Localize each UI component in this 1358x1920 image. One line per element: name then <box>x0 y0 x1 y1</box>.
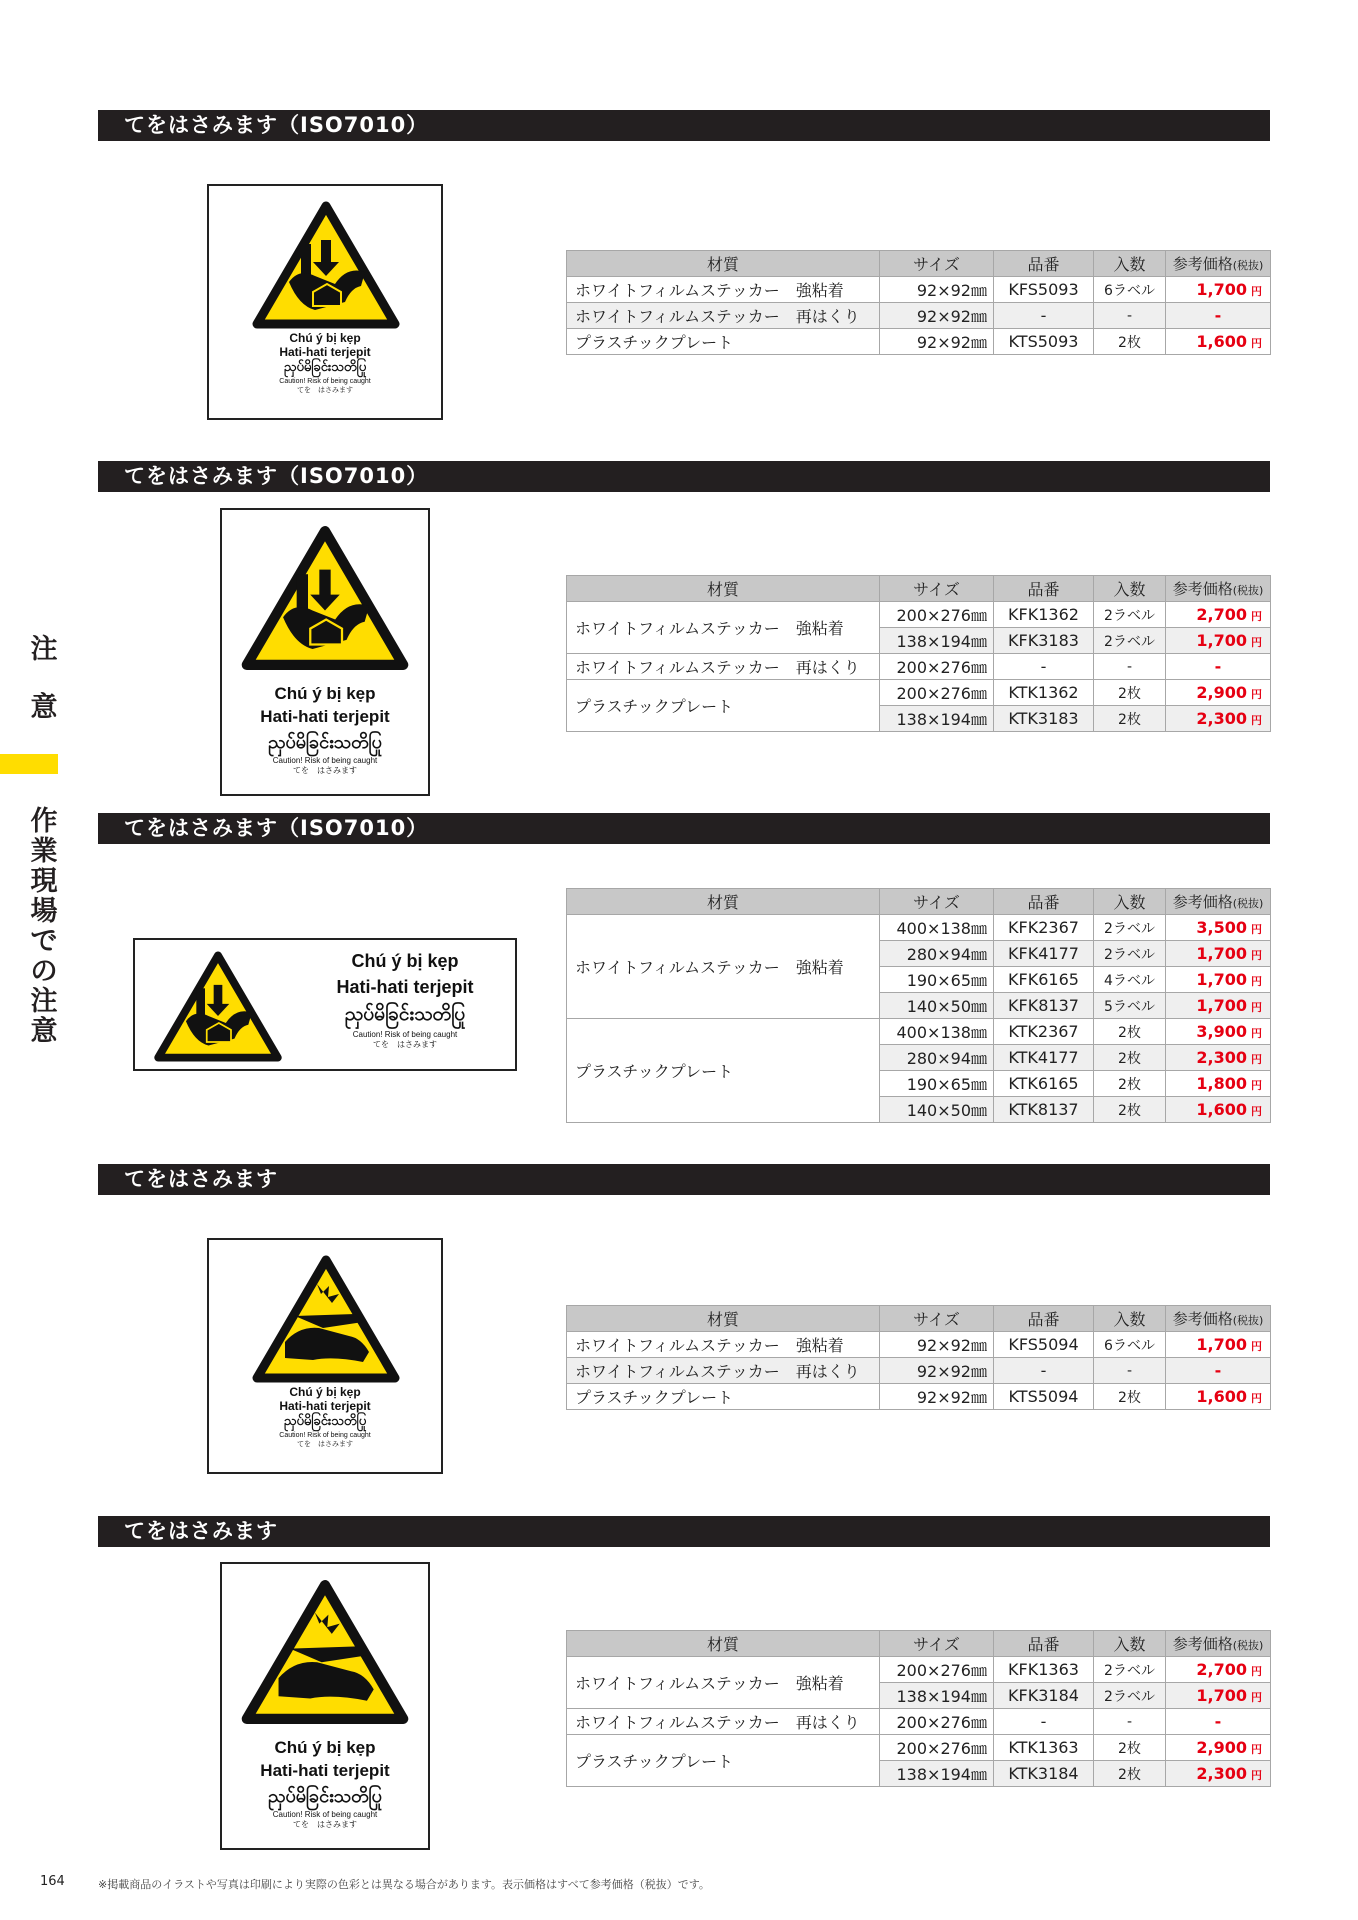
table-row <box>567 303 1271 329</box>
side-char: 場 <box>30 896 58 927</box>
cell-qty: - <box>1094 303 1166 329</box>
col-price: 参考価格(税抜) <box>1166 251 1271 277</box>
cell-qty: 2枚 <box>1094 1045 1166 1071</box>
sign-text-my: ညှပ်မိခြင်းသတိပြု <box>268 732 382 752</box>
cell-code: KFK2367 <box>994 915 1094 941</box>
cell-code: KTK1362 <box>994 680 1094 706</box>
page-number: 164 <box>40 1874 65 1889</box>
cell-size: 138×194㎜ <box>880 1683 994 1709</box>
table-row <box>567 1332 1271 1358</box>
cell-size: 92×92㎜ <box>880 1384 994 1410</box>
table-header-cell: サイズ <box>880 889 994 915</box>
cell-code: KFK3183 <box>994 628 1094 654</box>
table-header-cell: 入数 <box>1094 1306 1166 1332</box>
cell-code: KTK4177 <box>994 1045 1094 1071</box>
cell-price: 1,700 円 <box>1166 1683 1271 1709</box>
cell-qty: 2枚 <box>1094 1384 1166 1410</box>
cell-qty: 2枚 <box>1094 680 1166 706</box>
col-code: 品番 <box>994 251 1094 277</box>
table-header-cell: 品番 <box>994 576 1094 602</box>
section-title: てをはさみます（ISO7010） <box>124 464 429 488</box>
table-header-row <box>567 1631 1271 1657</box>
table-header-cell: 材質 <box>567 576 880 602</box>
cell-qty: 2ラベル <box>1094 1683 1166 1709</box>
cell-size: 200×276㎜ <box>880 680 994 706</box>
cell-qty: - <box>1094 654 1166 680</box>
table-row <box>567 654 1271 680</box>
sign-text-ja: てを はさみます <box>293 766 357 775</box>
cell-code: KTS5093 <box>994 329 1094 355</box>
sign-text-vi: Chú ý bị kẹp <box>289 331 361 345</box>
cell-price: - <box>1166 303 1271 329</box>
cell-price: 2,300 円 <box>1166 1045 1271 1071</box>
sign-text-my: ညှပ်မိခြင်းသတိပြု <box>344 1004 466 1025</box>
cell-size: 200×276㎜ <box>880 654 994 680</box>
table-row <box>567 1657 1271 1683</box>
cell-code: KFK4177 <box>994 941 1094 967</box>
sign-text-ja: てを はさみます <box>293 1820 357 1829</box>
cell-qty: 2枚 <box>1094 1019 1166 1045</box>
col-size: サイズ <box>880 251 994 277</box>
col-material: 材質 <box>567 251 880 277</box>
sign-text-en: Caution! Risk of being caught <box>272 756 378 765</box>
cell-code: KTK3184 <box>994 1761 1094 1787</box>
cell-qty: 5ラベル <box>1094 993 1166 1019</box>
cell-code: - <box>994 654 1094 680</box>
side-char: 意 <box>30 1016 58 1047</box>
sign-text-my: ညှပ်မိခြင်းသတိပြု <box>268 1786 382 1806</box>
hand-press-warning-icon <box>153 950 283 1063</box>
cell-code: KFS5094 <box>994 1332 1094 1358</box>
table-row <box>567 602 1271 628</box>
sign-text-id: Hati-hati terjepit <box>279 345 371 359</box>
cell-size: 200×276㎜ <box>880 602 994 628</box>
cell-qty: 2ラベル <box>1094 602 1166 628</box>
side-char: 意 <box>30 692 58 723</box>
cell-code: KTS5094 <box>994 1384 1094 1410</box>
caution-sign-portrait <box>220 1562 430 1850</box>
cell-qty: 2ラベル <box>1094 915 1166 941</box>
cell-size: 92×92㎜ <box>880 277 994 303</box>
section-header <box>98 813 1270 844</box>
cell-price: 3,500 円 <box>1166 915 1271 941</box>
cell-qty: 2枚 <box>1094 329 1166 355</box>
cell-material: ホワイトフィルムステッカー 強粘着 <box>567 277 880 303</box>
table-header-cell: サイズ <box>880 576 994 602</box>
price-table <box>566 250 1271 355</box>
cell-price: - <box>1166 654 1271 680</box>
sign-text-en: Caution! Risk of being caught <box>352 1030 458 1039</box>
finger-pinch-warning-icon <box>240 1578 410 1726</box>
cell-size: 140×50㎜ <box>880 1097 994 1123</box>
caution-sign-landscape <box>133 938 517 1071</box>
table-header-cell: 入数 <box>1094 889 1166 915</box>
price-table <box>566 1305 1271 1410</box>
caution-sign-square <box>207 1238 443 1474</box>
cell-qty: 2枚 <box>1094 1071 1166 1097</box>
cell-material: ホワイトフィルムステッカー 強粘着 <box>567 915 880 1019</box>
cell-code: KFK8137 <box>994 993 1094 1019</box>
table-header-row <box>567 1306 1271 1332</box>
cell-size: 140×50㎜ <box>880 993 994 1019</box>
table-row <box>567 1735 1271 1761</box>
sign-text-vi: Chú ý bị kẹp <box>351 951 459 971</box>
cell-size: 138×194㎜ <box>880 628 994 654</box>
caution-sign-portrait <box>220 508 430 796</box>
sign-text-en: Caution! Risk of being caught <box>279 1432 371 1439</box>
footer-disclaimer: ※掲載商品のイラストや写真は印刷により実際の色彩とは異なる場合があります。表示価格はすべて参考価格（税抜）です。 <box>98 1878 710 1891</box>
cell-price: 1,600 円 <box>1166 329 1271 355</box>
cell-code: - <box>994 1709 1094 1735</box>
side-char: の <box>30 956 58 987</box>
cell-price: 1,700 円 <box>1166 993 1271 1019</box>
finger-pinch-warning-icon <box>251 1254 401 1384</box>
price-table <box>566 888 1271 1123</box>
cell-qty: 6ラベル <box>1094 1332 1166 1358</box>
cell-size: 138×194㎜ <box>880 706 994 732</box>
cell-price: 1,600 円 <box>1166 1384 1271 1410</box>
cell-qty: 2枚 <box>1094 1735 1166 1761</box>
table-header-cell: 参考価格(税抜) <box>1166 1631 1271 1657</box>
cell-code: KTK1363 <box>994 1735 1094 1761</box>
cell-price: - <box>1166 1358 1271 1384</box>
table-header-cell: 品番 <box>994 889 1094 915</box>
table-row <box>567 1019 1271 1045</box>
cell-price: 2,700 円 <box>1166 1657 1271 1683</box>
cell-price: 3,900 円 <box>1166 1019 1271 1045</box>
cell-qty: 4ラベル <box>1094 967 1166 993</box>
sign-text-en: Caution! Risk of being caught <box>272 1810 378 1819</box>
section-title: てをはさみます <box>124 1519 278 1543</box>
sign-text-my: ညှပ်မိခြင်းသတိပြု <box>283 359 367 374</box>
cell-size: 280×94㎜ <box>880 941 994 967</box>
table-row <box>567 680 1271 706</box>
cell-material: ホワイトフィルムステッカー 再はくり <box>567 1709 880 1735</box>
table-row <box>567 915 1271 941</box>
caution-sign-square <box>207 184 443 420</box>
table-header-row <box>567 889 1271 915</box>
cell-code: KFK1362 <box>994 602 1094 628</box>
sign-text-ja: てを はさみます <box>373 1040 437 1049</box>
cell-code: KFK1363 <box>994 1657 1094 1683</box>
cell-code: KTK3183 <box>994 706 1094 732</box>
cell-price: 1,700 円 <box>1166 628 1271 654</box>
table-header-cell: 材質 <box>567 889 880 915</box>
table-header-row <box>567 576 1271 602</box>
side-char: 現 <box>30 866 58 897</box>
cell-qty: 2枚 <box>1094 1761 1166 1787</box>
cell-material: プラスチックプレート <box>567 1384 880 1410</box>
table-row <box>567 1358 1271 1384</box>
cell-material: ホワイトフィルムステッカー 再はくり <box>567 1358 880 1384</box>
cell-code: KTK2367 <box>994 1019 1094 1045</box>
sign-text-id: Hati-hati terjepit <box>260 1761 390 1780</box>
cell-size: 138×194㎜ <box>880 1761 994 1787</box>
cell-price: 1,700 円 <box>1166 967 1271 993</box>
cell-material: プラスチックプレート <box>567 680 880 732</box>
sign-text-ja: てを はさみます <box>297 1441 353 1448</box>
sign-text-id: Hati-hati terjepit <box>279 1399 371 1413</box>
section-header <box>98 1516 1270 1547</box>
cell-size: 190×65㎜ <box>880 967 994 993</box>
price-table <box>566 1630 1271 1787</box>
cell-size: 92×92㎜ <box>880 303 994 329</box>
table-header-cell: サイズ <box>880 1306 994 1332</box>
sign-text-vi: Chú ý bị kẹp <box>289 1385 361 1399</box>
table-row <box>567 277 1271 303</box>
table-header-row <box>567 251 1271 277</box>
cell-qty: 2ラベル <box>1094 1657 1166 1683</box>
cell-size: 280×94㎜ <box>880 1045 994 1071</box>
cell-size: 200×276㎜ <box>880 1657 994 1683</box>
table-row <box>567 1384 1271 1410</box>
cell-size: 92×92㎜ <box>880 1332 994 1358</box>
cell-material: プラスチックプレート <box>567 1019 880 1123</box>
side-char: 業 <box>30 836 58 867</box>
cell-code: - <box>994 1358 1094 1384</box>
cell-size: 92×92㎜ <box>880 329 994 355</box>
cell-code: KFK6165 <box>994 967 1094 993</box>
cell-code: KFS5093 <box>994 277 1094 303</box>
sign-text-id: Hati-hati terjepit <box>336 977 474 997</box>
price-table <box>566 575 1271 732</box>
cell-price: 1,700 円 <box>1166 277 1271 303</box>
table-header-cell: 参考価格(税抜) <box>1166 576 1271 602</box>
side-char: 注 <box>30 986 58 1017</box>
cell-material: プラスチックプレート <box>567 1735 880 1787</box>
table-header-cell: 入数 <box>1094 1631 1166 1657</box>
sign-text-vi: Chú ý bị kẹp <box>274 684 376 703</box>
cell-material: プラスチックプレート <box>567 329 880 355</box>
cell-size: 190×65㎜ <box>880 1071 994 1097</box>
cell-price: 1,700 円 <box>1166 1332 1271 1358</box>
section-header <box>98 461 1270 492</box>
table-header-cell: 入数 <box>1094 576 1166 602</box>
table-header-cell: 参考価格(税抜) <box>1166 1306 1271 1332</box>
cell-price: 1,600 円 <box>1166 1097 1271 1123</box>
side-char: 注 <box>30 634 58 665</box>
cell-code: KFK3184 <box>994 1683 1094 1709</box>
table-header-cell: 材質 <box>567 1306 880 1332</box>
cell-qty: - <box>1094 1358 1166 1384</box>
section-header <box>98 110 1270 141</box>
side-char: で <box>30 926 58 957</box>
section-title: てをはさみます（ISO7010） <box>124 113 429 137</box>
sign-text-my: ညှပ်မိခြင်းသတိပြု <box>283 1413 367 1428</box>
sign-text-ja: てを はさみます <box>297 387 353 394</box>
cell-size: 200×276㎜ <box>880 1709 994 1735</box>
cell-size: 400×138㎜ <box>880 1019 994 1045</box>
section-title: てをはさみます <box>124 1167 278 1191</box>
cell-material: ホワイトフィルムステッカー 強粘着 <box>567 1657 880 1709</box>
table-header-cell: 品番 <box>994 1631 1094 1657</box>
cell-qty: 2ラベル <box>1094 941 1166 967</box>
side-yellow-bar <box>0 754 58 774</box>
cell-code: KTK6165 <box>994 1071 1094 1097</box>
cell-price: 2,900 円 <box>1166 680 1271 706</box>
hand-press-warning-icon <box>240 524 410 672</box>
section-header <box>98 1164 1270 1195</box>
cell-price: 2,900 円 <box>1166 1735 1271 1761</box>
sign-text-en: Caution! Risk of being caught <box>279 378 371 385</box>
cell-material: ホワイトフィルムステッカー 再はくり <box>567 654 880 680</box>
cell-size: 400×138㎜ <box>880 915 994 941</box>
side-char: 作 <box>30 806 58 837</box>
col-qty: 入数 <box>1094 251 1166 277</box>
sign-text-vi: Chú ý bị kẹp <box>274 1738 376 1757</box>
cell-material: ホワイトフィルムステッカー 強粘着 <box>567 1332 880 1358</box>
cell-code: KTK8137 <box>994 1097 1094 1123</box>
cell-price: 2,300 円 <box>1166 1761 1271 1787</box>
cell-qty: 6ラベル <box>1094 277 1166 303</box>
cell-price: 1,700 円 <box>1166 941 1271 967</box>
table-header-cell: 参考価格(税抜) <box>1166 889 1271 915</box>
cell-price: - <box>1166 1709 1271 1735</box>
table-header-cell: 品番 <box>994 1306 1094 1332</box>
cell-qty: - <box>1094 1709 1166 1735</box>
cell-price: 2,300 円 <box>1166 706 1271 732</box>
cell-price: 1,800 円 <box>1166 1071 1271 1097</box>
table-header-cell: サイズ <box>880 1631 994 1657</box>
cell-qty: 2枚 <box>1094 1097 1166 1123</box>
table-row <box>567 1709 1271 1735</box>
cell-code: - <box>994 303 1094 329</box>
cell-material: ホワイトフィルムステッカー 再はくり <box>567 303 880 329</box>
sign-text-id: Hati-hati terjepit <box>260 707 390 726</box>
cell-size: 200×276㎜ <box>880 1735 994 1761</box>
cell-material: ホワイトフィルムステッカー 強粘着 <box>567 602 880 654</box>
cell-size: 92×92㎜ <box>880 1358 994 1384</box>
hand-press-warning-icon <box>251 200 401 330</box>
cell-price: 2,700 円 <box>1166 602 1271 628</box>
cell-qty: 2ラベル <box>1094 628 1166 654</box>
table-header-cell: 材質 <box>567 1631 880 1657</box>
table-row <box>567 329 1271 355</box>
cell-qty: 2枚 <box>1094 706 1166 732</box>
section-title: てをはさみます（ISO7010） <box>124 816 429 840</box>
